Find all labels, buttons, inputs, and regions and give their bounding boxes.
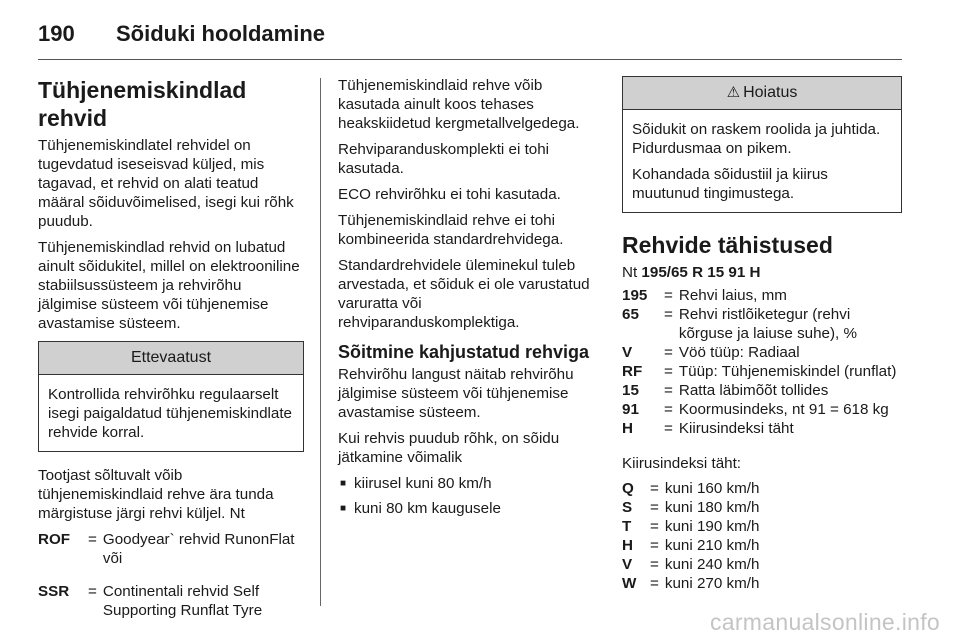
column-2 bbox=[338, 76, 606, 524]
paragraph: Tühjenemiskindlaid rehve võib kasutada ainult koos tehases heakskiidetud kergmetallvelgedega. bbox=[338, 77, 580, 132]
definition-row bbox=[622, 286, 902, 305]
speed-key: T bbox=[622, 518, 632, 535]
definition-value: Kiirusindeksi täht bbox=[678, 420, 794, 437]
chapter-title: Sõiduki hooldamine bbox=[116, 21, 326, 46]
definition-key: 15 bbox=[622, 382, 639, 399]
paragraph: Rehvirõhu langust näitab rehvirõhu jälgimise süsteem või tühjenemise avastamise süsteem. bbox=[338, 366, 574, 421]
speed-equals: = bbox=[650, 575, 659, 592]
warning-triangle-icon: ⚠ bbox=[726, 84, 741, 101]
example-line bbox=[622, 263, 902, 282]
speed-equals: = bbox=[650, 480, 659, 497]
speed-key: H bbox=[622, 537, 633, 554]
section-title-runflat: Tühjenemiskindlad rehvid bbox=[38, 77, 247, 131]
speed-equals: = bbox=[650, 556, 659, 573]
header-divider bbox=[38, 59, 902, 60]
speed-row bbox=[622, 517, 902, 536]
definition-value: Vöö tüüp: Radiaal bbox=[678, 344, 800, 361]
column-divider bbox=[320, 78, 321, 606]
caution-box bbox=[38, 341, 304, 452]
speed-row bbox=[622, 479, 902, 498]
speed-equals: = bbox=[650, 499, 659, 516]
warning-box bbox=[622, 76, 902, 213]
speed-key: W bbox=[622, 575, 637, 592]
definition-equals: = bbox=[664, 287, 673, 304]
definition-key: ROF bbox=[38, 531, 71, 548]
subsection-title-damaged-tyre: Sõitmine kahjustatud rehviga bbox=[338, 342, 590, 362]
definition-key: 91 bbox=[622, 401, 639, 418]
speed-equals: = bbox=[650, 537, 659, 554]
speed-row bbox=[622, 498, 902, 517]
speed-key: S bbox=[622, 499, 633, 516]
definition-row bbox=[38, 582, 304, 620]
speed-value: kuni 210 km/h bbox=[664, 537, 760, 554]
column-1 bbox=[38, 76, 304, 630]
speed-value: kuni 270 km/h bbox=[664, 575, 760, 592]
paragraph: Tühjenemiskindlad rehvid on lubatud ainult sõidukitel, millel on elektrooniline stabiilsussüsteem ja rehvirõhu jälgimise süsteem või tühjenemise avastamise süsteem. bbox=[38, 239, 300, 332]
definition-equals: = bbox=[664, 420, 673, 437]
speed-index-list bbox=[622, 479, 902, 593]
definition-equals: = bbox=[664, 344, 673, 361]
definition-key: 195 bbox=[622, 287, 648, 304]
paragraph: Standardrehvidele üleminekul tuleb arvestada, et sõiduk ei ole varustatud varuratta või rehviparanduskomplektiga. bbox=[338, 257, 590, 331]
speed-row bbox=[622, 574, 902, 593]
speed-row bbox=[622, 536, 902, 555]
warning-text: Kohandada sõidustiil ja kiirus muutunud tingimustega. bbox=[632, 166, 828, 202]
bullet-item: ■ kiirusel kuni 80 km/h bbox=[338, 474, 606, 493]
definition-equals: = bbox=[664, 306, 673, 323]
definition-row bbox=[38, 530, 304, 568]
definition-value: Goodyear` rehvid RunonFlat või bbox=[102, 531, 295, 567]
example-prefix: Nt bbox=[622, 264, 642, 281]
page-header bbox=[38, 14, 325, 54]
definition-row bbox=[622, 400, 902, 419]
definition-value: Tüüp: Tühjenemiskindel (runflat) bbox=[678, 363, 897, 380]
paragraph: Rehviparanduskomplekti ei tohi kasutada. bbox=[338, 141, 550, 177]
speed-key: Q bbox=[622, 480, 634, 497]
definition-row bbox=[622, 381, 902, 400]
definition-key: H bbox=[622, 420, 633, 437]
warning-header bbox=[623, 77, 901, 110]
speed-key: V bbox=[622, 556, 633, 573]
definition-row bbox=[622, 362, 902, 381]
definition-equals: = bbox=[664, 382, 673, 399]
bullet-list bbox=[338, 474, 606, 518]
definition-row bbox=[622, 305, 902, 343]
paragraph: ECO rehvirõhku ei tohi kasutada. bbox=[338, 186, 561, 203]
section-title-tyre-designations: Rehvide tähistused bbox=[622, 232, 833, 258]
caution-title: Ettevaatust bbox=[39, 342, 303, 375]
speed-value: kuni 190 km/h bbox=[664, 518, 760, 535]
speed-equals: = bbox=[650, 518, 659, 535]
speed-value: kuni 240 km/h bbox=[664, 556, 760, 573]
speed-index-intro: Kiirusindeksi täht: bbox=[622, 455, 742, 472]
watermark: carmanualsonline.info bbox=[709, 609, 940, 635]
definition-equals: = bbox=[88, 531, 97, 548]
definition-value: Rehvi ristlõiketegur (rehvi kõrguse ja laiuse suhe), % bbox=[678, 306, 858, 342]
page-number: 190 bbox=[38, 21, 75, 46]
bullet-item: ■ kuni 80 km kaugusele bbox=[338, 499, 606, 518]
column-3 bbox=[622, 76, 902, 603]
speed-row bbox=[622, 555, 902, 574]
definition-value: Rehvi laius, mm bbox=[678, 287, 787, 304]
definition-key: V bbox=[622, 344, 633, 361]
paragraph: Tühjenemiskindlaid rehve ei tohi kombineerida standardrehvidega. bbox=[338, 212, 564, 248]
definition-value: Continentali rehvid Self Supporting Runflat Tyre bbox=[102, 583, 263, 619]
caution-text: Kontrollida rehvirõhku regulaarselt isegi paigaldatud tühjenemiskindlate rehvide korral. bbox=[48, 386, 293, 441]
speed-value: kuni 180 km/h bbox=[664, 499, 760, 516]
tyre-code-list bbox=[622, 286, 902, 438]
definition-key: SSR bbox=[38, 583, 70, 600]
speed-value: kuni 160 km/h bbox=[664, 480, 760, 497]
definition-row bbox=[622, 419, 902, 438]
example-code: 195/65 R 15 91 H bbox=[641, 264, 761, 281]
definition-key: 65 bbox=[622, 306, 639, 323]
definition-value: Koormusindeks, nt 91 = 618 kg bbox=[678, 401, 889, 418]
definition-row bbox=[622, 343, 902, 362]
paragraph: Kui rehvis puudub rõhk, on sõidu jätkamine võimalik bbox=[338, 430, 560, 466]
definition-value: Ratta läbimõõt tollides bbox=[678, 382, 829, 399]
runflat-marking-list bbox=[38, 530, 304, 620]
paragraph: Tühjenemiskindlatel rehvidel on tugevdatud iseseisvad küljed, mis tagavad, et rehvid on alati teatud määral sõiduvõimelised, isegi kui rõhk puudub. bbox=[38, 137, 294, 230]
definition-equals: = bbox=[664, 363, 673, 380]
warning-title: Hoiatus bbox=[743, 84, 798, 101]
definition-equals: = bbox=[88, 583, 97, 600]
paragraph: Tootjast sõltuvalt võib tühjenemiskindlaid rehve ära tunda märgistuse järgi rehvi küljel. Nt bbox=[38, 467, 274, 522]
warning-text: Sõidukit on raskem roolida ja juhtida. Pidurdusmaa on pikem. bbox=[632, 121, 881, 157]
definition-key: RF bbox=[622, 363, 643, 380]
definition-equals: = bbox=[664, 401, 673, 418]
